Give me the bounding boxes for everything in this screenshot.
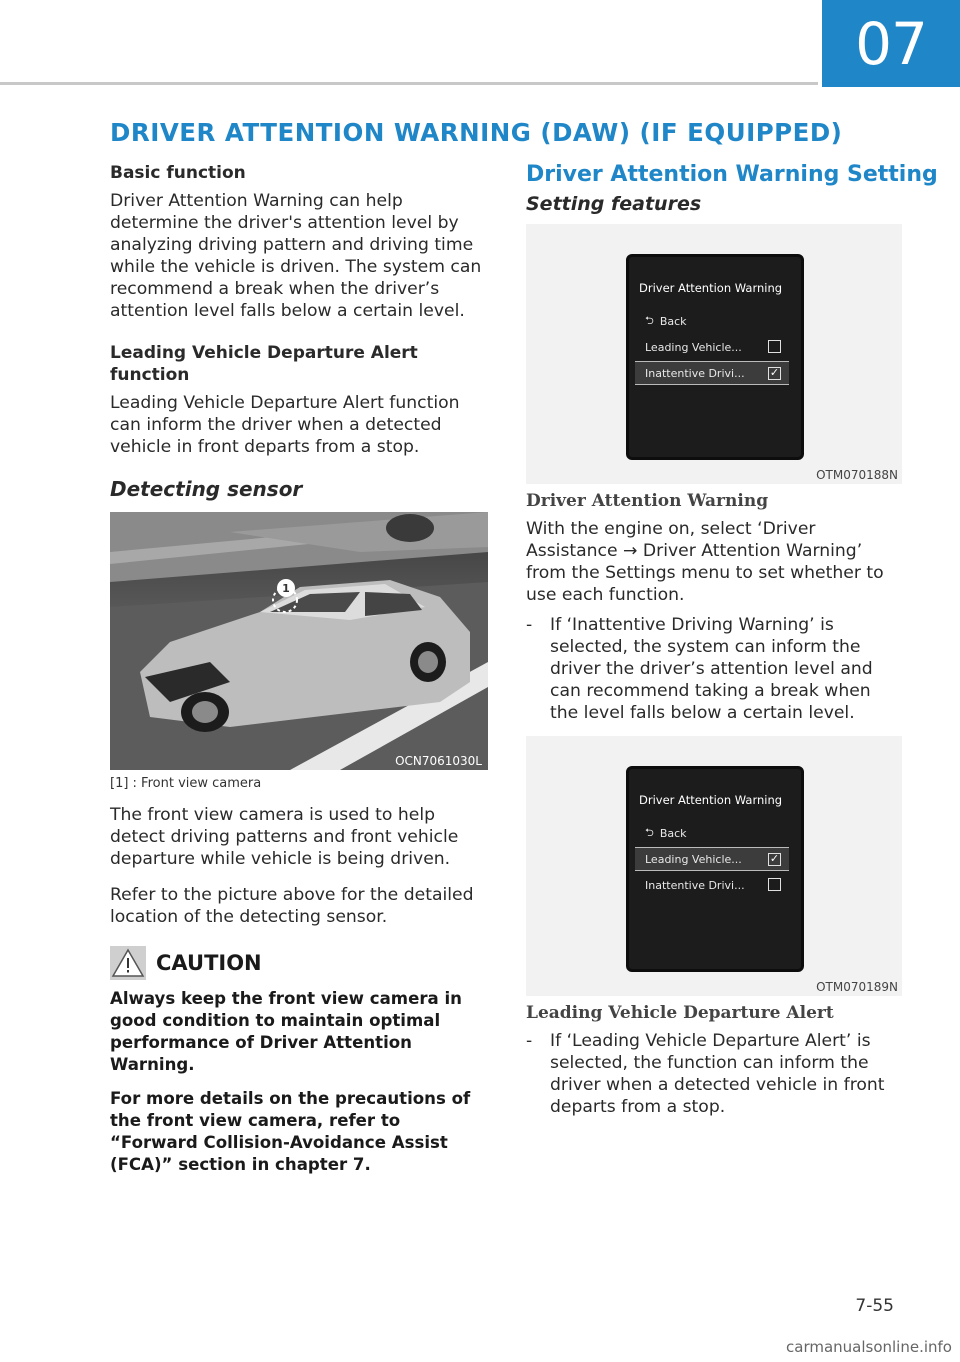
daw-text: With the engine on, select ‘Driver Assistance → Driver Attention Warning’ from the Settings menu to set whether to use each function. — [526, 519, 884, 605]
daw-subheading: Driver Attention Warning — [526, 491, 769, 511]
inattentive-driving-row — [635, 361, 789, 385]
settings-figure-1 — [526, 224, 902, 484]
chapter-tab: 07 — [822, 0, 960, 87]
checkbox-unchecked-icon — [768, 878, 781, 891]
back-arrow-icon: ⮌ — [645, 825, 654, 839]
section-title: DRIVER ATTENTION WARNING (DAW) (IF EQUIPPED) — [110, 118, 843, 147]
sensor-text-1: The front view camera is used to help detect driving patterns and front vehicle departure while vehicle is being driven. — [110, 805, 459, 869]
cluster-screen-1 — [626, 254, 804, 460]
setting-heading: Driver Attention Warning Setting — [526, 162, 938, 187]
back-row — [635, 309, 789, 333]
screen-title: Driver Attention Warning — [639, 793, 783, 807]
back-label: Back — [659, 826, 687, 840]
warning-triangle-icon — [110, 946, 146, 980]
checkbox-checked-icon: ✓ — [769, 366, 780, 379]
watermark: carmanualsonline.info — [786, 1338, 952, 1356]
lvda-function-heading: Leading Vehicle Departure Alert function — [110, 343, 418, 385]
car-camera-photo — [110, 512, 488, 770]
bullet-lvda — [526, 1030, 904, 1118]
leading-vehicle-row — [635, 335, 789, 359]
lvda-subheading: Leading Vehicle Departure Alert — [526, 1003, 834, 1023]
cluster-screen-2 — [626, 766, 804, 972]
right-column — [526, 162, 938, 1118]
checkbox-checked-icon: ✓ — [769, 852, 780, 865]
row-label: Leading Vehicle... — [645, 340, 742, 354]
detecting-sensor-heading: Detecting sensor — [110, 477, 303, 501]
inattentive-driving-row — [635, 873, 789, 897]
checkbox-unchecked-icon — [768, 340, 781, 353]
row-label: Leading Vehicle... — [645, 852, 742, 866]
basic-function-text: Driver Attention Warning can help determine the driver's attention level by analyzing driving pattern and driving time while the vehicle is driven. The system can recommend a break when the driver’s attention level falls below a certain level. — [110, 191, 482, 321]
leading-vehicle-row — [635, 847, 789, 871]
figure-code: OTM070188N — [816, 468, 898, 482]
sensor-text-2: Refer to the picture above for the detailed location of the detecting sensor. — [110, 885, 474, 927]
back-label: Back — [659, 314, 687, 328]
photo-marker-1: 1 — [282, 582, 290, 595]
header-rule — [0, 82, 818, 85]
back-row — [635, 821, 789, 845]
bullet-dash: - — [526, 615, 533, 635]
caution-heading — [110, 946, 488, 980]
settings-figure-2 — [526, 736, 902, 996]
bullet-text: If ‘Inattentive Driving Warning’ is selected, the system can inform the driver the driver’s attention level and can recommend taking a break when the level falls below a certain level. — [550, 615, 873, 723]
photo-caption: [1] : Front view camera — [110, 776, 262, 791]
lvda-function-text: Leading Vehicle Departure Alert function can inform the driver when a detected vehicle in front departs from a stop. — [110, 393, 460, 457]
caution-title: CAUTION — [156, 951, 262, 975]
caution-text-2: For more details on the precautions of the front view camera, refer to “Forward Collision-Avoidance Assist (FCA)” section in chapter 7. — [110, 1089, 471, 1174]
bullet-dash: - — [526, 1031, 533, 1051]
caution-text-1: Always keep the front view camera in good condition to maintain optimal performance of Driver Attention Warning. — [110, 989, 462, 1074]
photo-code: OCN7061030L — [395, 754, 482, 768]
left-column — [110, 162, 488, 1188]
back-arrow-icon: ⮌ — [645, 313, 654, 327]
page-number: 7-55 — [855, 1296, 894, 1316]
basic-function-heading: Basic function — [110, 163, 246, 183]
car-illustration — [110, 512, 488, 770]
figure-code: OTM070189N — [816, 980, 898, 994]
screen-title: Driver Attention Warning — [639, 281, 783, 295]
bullet-text: If ‘Leading Vehicle Departure Alert’ is selected, the function can inform the driver when a detected vehicle in front departs from a stop. — [550, 1031, 885, 1117]
row-label: Inattentive Drivi... — [645, 878, 745, 892]
setting-features-heading: Setting features — [526, 193, 702, 215]
row-label: Inattentive Drivi... — [645, 366, 745, 380]
bullet-inattentive — [526, 614, 904, 724]
